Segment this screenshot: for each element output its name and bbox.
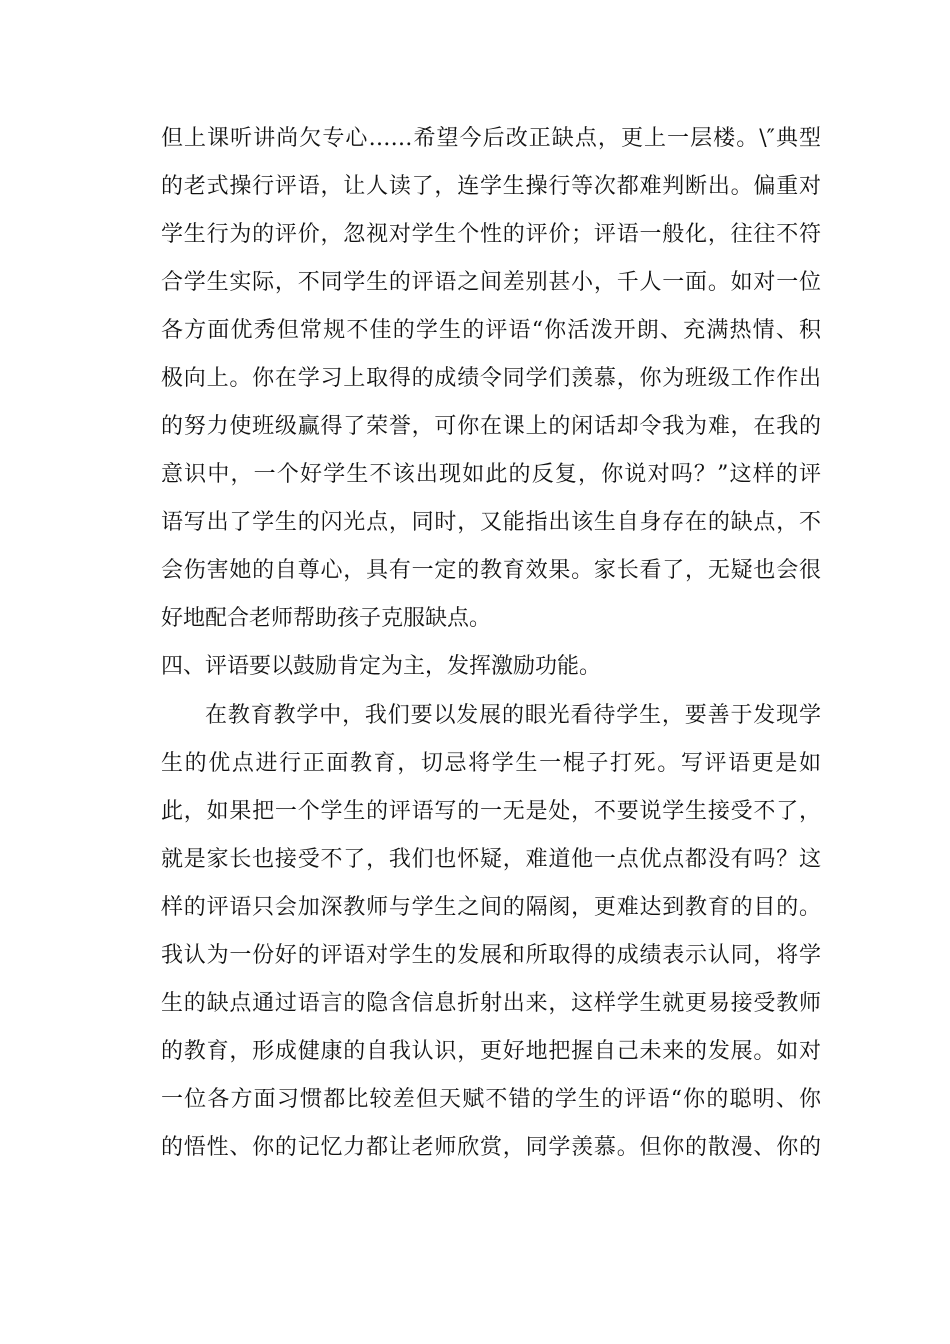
text-line-14: 生的优点进行正面教育，切忌将学生一棍子打死。写评语更是如 (161, 751, 821, 776)
text-line-18: 我认为一份好的评语对学生的发展和所取得的成绩表示认同，将学 (161, 943, 821, 968)
text-line-19: 生的缺点通过语言的隐含信息折射出来，这样学生就更易接受教师 (161, 991, 821, 1016)
text-line-8: 意识中，一个好学生不该出现如此的反复，你说对吗？”这样的评 (161, 462, 821, 487)
text-line-13: 在教育教学中，我们要以发展的眼光看待学生，要善于发现学 (205, 703, 821, 728)
text-line-22: 的悟性、你的记忆力都让老师欣赏，同学羡慕。但你的散漫、你的 (161, 1135, 821, 1160)
text-line-2: 的老式操行评语，让人读了，连学生操行等次都难判断出。偏重对 (161, 174, 821, 199)
text-line-5: 各方面优秀但常规不佳的学生的评语“你活泼开朗、充满热情、积 (161, 318, 821, 343)
text-line-16: 就是家长也接受不了，我们也怀疑，难道他一点优点都没有吗？这 (161, 847, 821, 872)
text-line-1: 但上课听讲尚欠专心……希望今后改正缺点，更上一层楼。\″典型 (161, 126, 821, 151)
text-line-3: 学生行为的评价，忽视对学生个性的评价；评语一般化，往往不符 (161, 222, 821, 247)
text-line-4: 合学生实际，不同学生的评语之间差别甚小，千人一面。如对一位 (161, 270, 821, 295)
text-line-9: 语写出了学生的闪光点，同时，又能指出该生自身存在的缺点，不 (161, 510, 821, 535)
text-line-15: 此，如果把一个学生的评语写的一无是处，不要说学生接受不了， (161, 799, 821, 824)
section-heading: 四、评语要以鼓励肯定为主，发挥激励功能。 (161, 654, 602, 679)
text-line-17: 样的评语只会加深教师与学生之间的隔阂，更难达到教育的目的。 (161, 895, 821, 920)
text-line-20: 的教育，形成健康的自我认识，更好地把握自己未来的发展。如对 (161, 1039, 821, 1064)
text-line-10: 会伤害她的自尊心，具有一定的教育效果。家长看了，无疑也会很 (161, 558, 821, 583)
text-line-7: 的努力使班级赢得了荣誉，可你在课上的闲话却令我为难，在我的 (161, 414, 821, 439)
text-line-6: 极向上。你在学习上取得的成绩令同学们羡慕，你为班级工作作出 (161, 366, 821, 391)
text-line-11: 好地配合老师帮助孩子克服缺点。 (161, 606, 492, 631)
text-line-21: 一位各方面习惯都比较差但天赋不错的学生的评语“你的聪明、你 (161, 1087, 821, 1112)
